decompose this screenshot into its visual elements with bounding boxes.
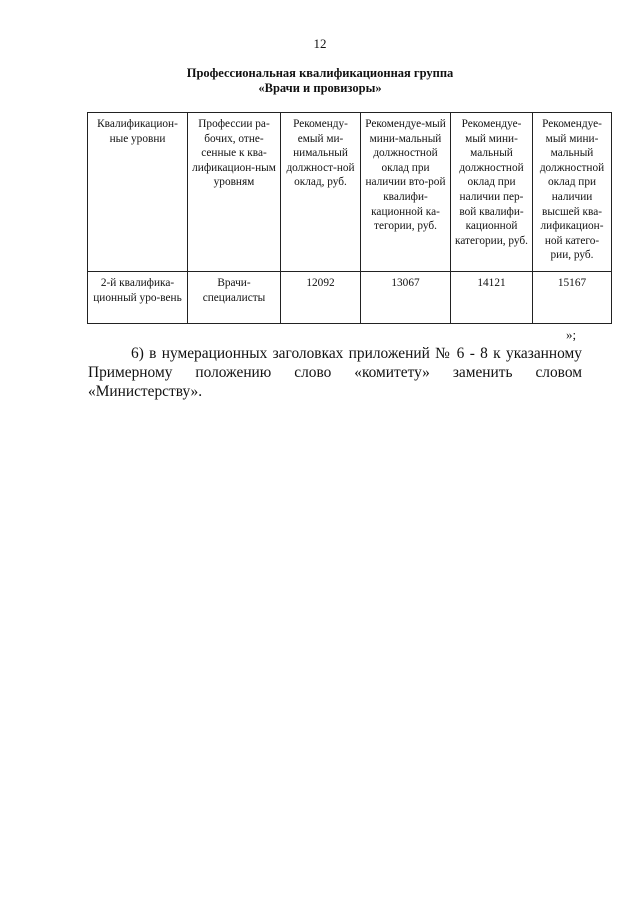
header-salary-first-category: Рекомендуе-мый мини-мальный должностной оклад при наличии пер-вой квалифи-кационной категории, руб. — [451, 113, 533, 272]
salary-table-container — [87, 112, 611, 324]
amendment-paragraph: 6) в нумерационных заголовках приложений № 6 - 8 к указанному Примерному положению слово «комитету» заменить словом «Министерству». — [88, 345, 582, 400]
cell-salary-second-category: 13067 — [361, 272, 451, 324]
header-salary-second-category: Рекомендуе-мый мини-мальный должностной оклад при наличии вто-рой квалифи-кационной ка-тегории, руб. — [361, 113, 451, 272]
salary-table — [87, 112, 612, 324]
cell-profession: Врачи-специалисты — [188, 272, 281, 324]
page-number: 12 — [313, 36, 327, 51]
header-qualification-levels: Квалификацион-ные уровни — [88, 113, 188, 272]
header-salary-highest-category: Рекомендуе-мый мини-мальный должностной оклад при наличии высшей ква-лификацион-ной катего-рии, руб. — [533, 113, 612, 272]
table-row — [88, 272, 612, 324]
cell-min-salary: 12092 — [281, 272, 361, 324]
cell-salary-first-category: 14121 — [451, 272, 533, 324]
header-professions: Профессии ра-бочих, отне-сенные к ква-лификацион-ным уровням — [188, 113, 281, 272]
table-header-row — [88, 113, 612, 272]
cell-salary-highest-category: 15167 — [533, 272, 612, 324]
header-min-salary: Рекоменду-емый ми-нимальный должност-ной оклад, руб. — [281, 113, 361, 272]
title-line-1: Профессиональная квалификационная группа — [186, 66, 454, 80]
title-line-2: «Врачи и провизоры» — [258, 81, 382, 95]
cell-qualification-level: 2-й квалифика-ционный уро-вень — [88, 272, 188, 324]
document-title — [0, 66, 640, 96]
closing-quote: »; — [566, 327, 577, 342]
